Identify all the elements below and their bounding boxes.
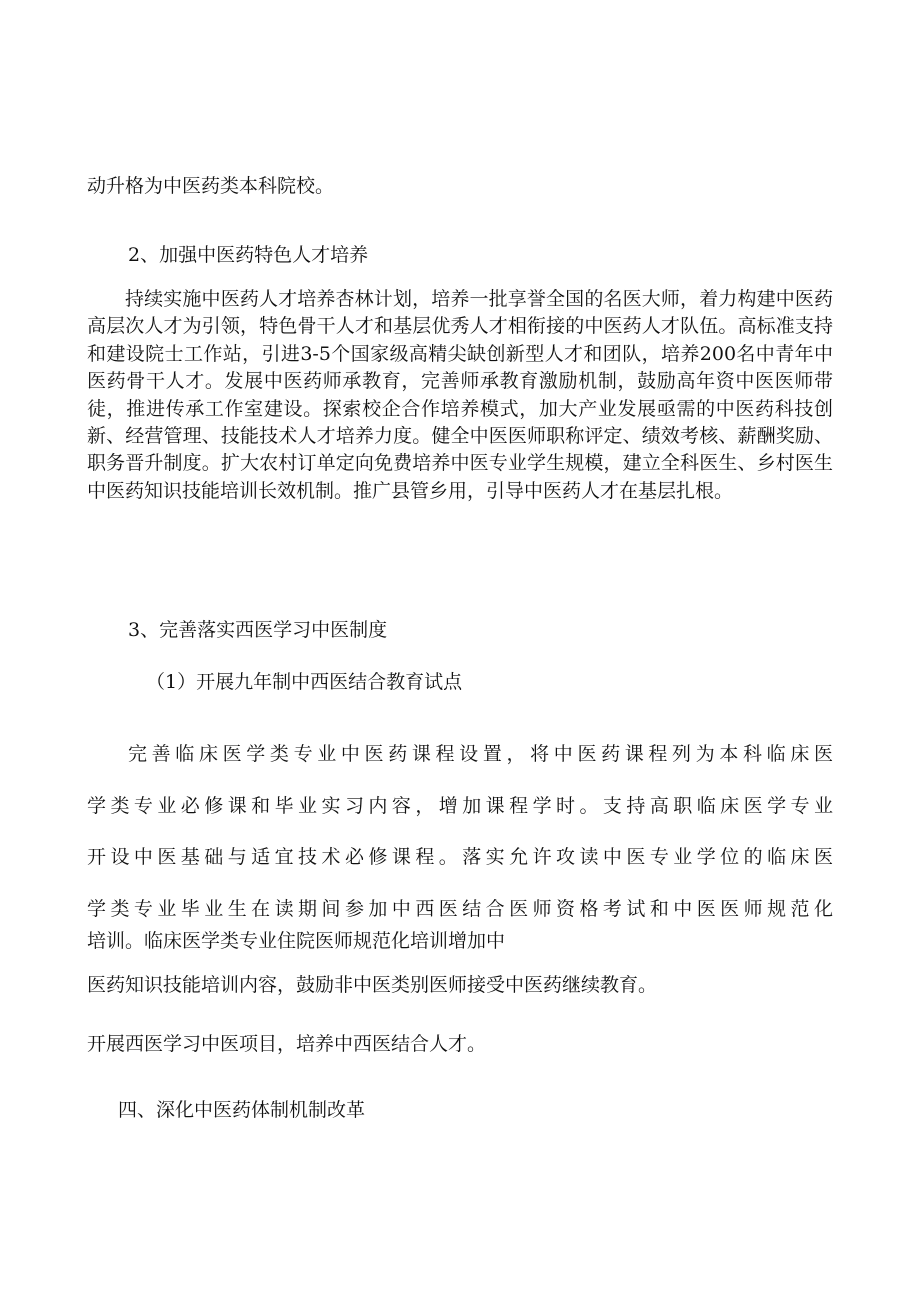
paragraph-line-7: 开展西医学习中医项目，培养中西医结合人才。 [87, 1033, 487, 1055]
paragraph-talent-training: 持续实施中医药人才培养杏林计划，培养一批享誉全国的名医大师，着力构建中医药高层次人才为引领，特色骨干人才和基层优秀人才相衔接的中医药人才队伍。高标准支持和建设院士工作站，引进3-5个国家级高精尖缺创新型人才和团队，培养200名中青年中医药骨干人才。发展中医药师承教育，完善师承教育激励机制，鼓励高年资中医医师带徒，推进传承工作室建设。探索校企合作培养模式，加大产业发展亟需的中医药科技创新、经营管理、技能技术人才培养力度。健全中医医师职称评定、绩效考核、薪酬奖励、职务晋升制度。扩大农村订单定向免费培养中医专业学生规模，建立全科医生、乡村医生中医药知识技能培训长效机制。推广县管乡用，引导中医药人才在基层扎根。 [87, 288, 833, 502]
subsection-heading-3-1: （1）开展九年制中西医结合教育试点 [146, 671, 463, 693]
paragraph-line-2: 学类专业必修课和毕业实习内容，增加课程学时。支持高职临床医学专业 [87, 795, 833, 817]
section-heading-2: 2、加强中医药特色人才培养 [128, 244, 369, 266]
paragraph-line-6: 医药知识技能培训内容，鼓励非中医类别医师接受中医药继续教育。 [87, 974, 658, 996]
continuation-line: 动升格为中医药类本科院校。 [87, 175, 335, 197]
paragraph-line-5: 培训。临床医学类专业住院医师规范化培训增加中 [87, 930, 506, 952]
section-heading-4: 四、深化中医药体制机制改革 [118, 1099, 366, 1121]
paragraph-line-3: 开设中医基础与适宜技术必修课程。落实允许攻读中医专业学位的临床医 [87, 846, 833, 868]
section-heading-3: 3、完善落实西医学习中医制度 [128, 619, 388, 641]
paragraph-line-4: 学类专业毕业生在读期间参加中西医结合医师资格考试和中医医师规范化 [87, 898, 833, 920]
paragraph-line-1: 完善临床医学类专业中医药课程设置，将中医药课程列为本科临床医 [128, 743, 833, 765]
